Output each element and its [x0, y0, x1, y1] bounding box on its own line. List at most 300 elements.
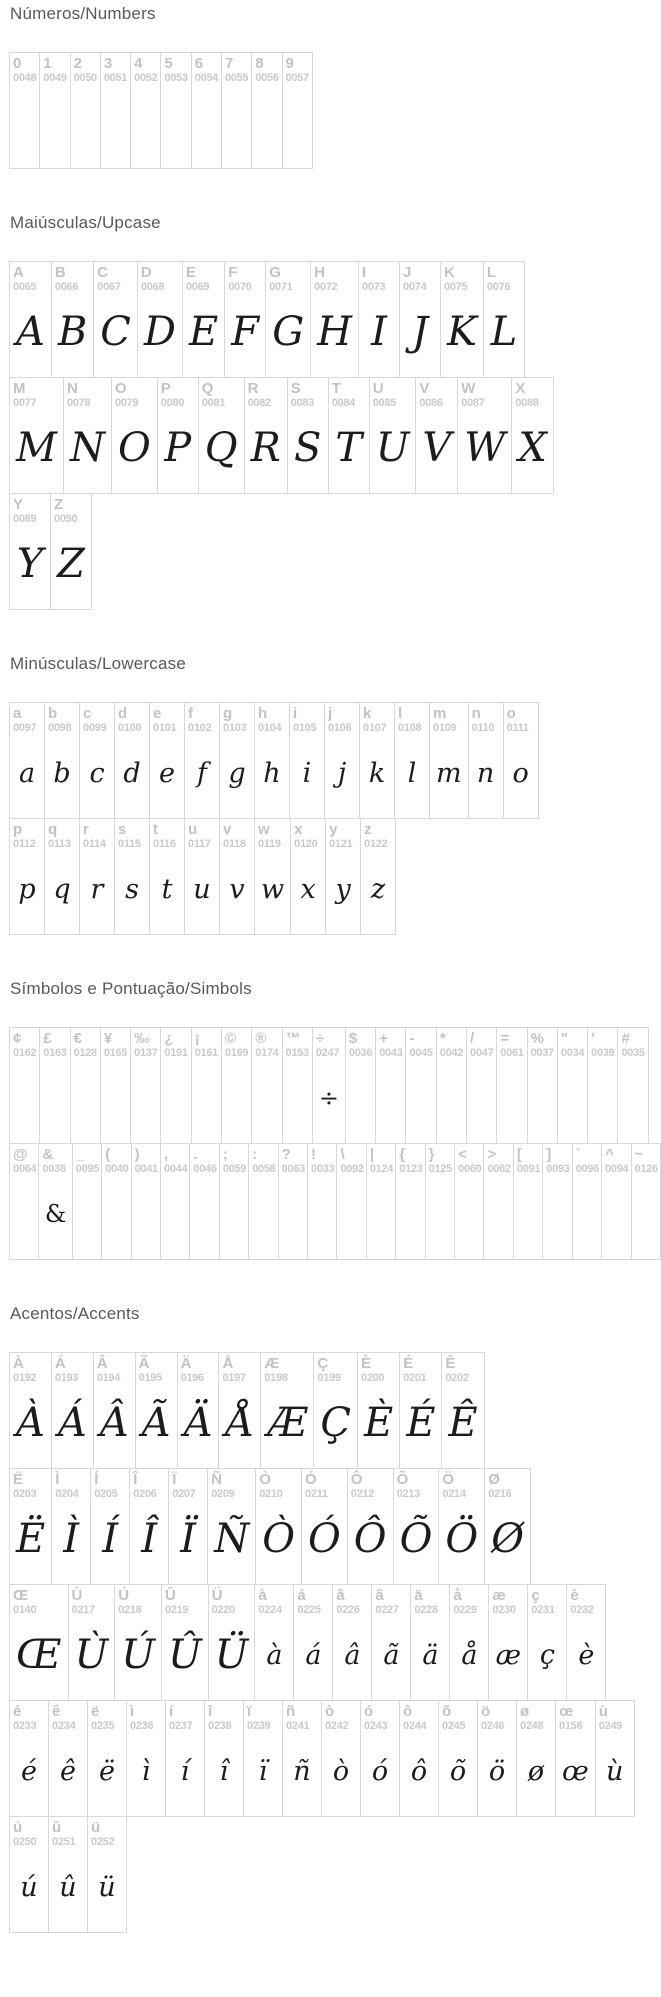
- glyph-code: 0242: [325, 1720, 349, 1732]
- glyph-code: 0116: [153, 838, 176, 850]
- glyph-label: ©: [224, 1030, 237, 1047]
- glyph-preview: [346, 1063, 375, 1143]
- glyph-cell: [63, 377, 112, 494]
- glyph-cell-head: [400, 1701, 438, 1736]
- glyph-cell-head: [45, 819, 79, 854]
- glyph-cell: [516, 1700, 556, 1817]
- glyph-cell-head: [359, 262, 399, 297]
- glyph-preview: [308, 1179, 336, 1259]
- glyph-preview: Ò: [262, 1516, 295, 1562]
- glyph-cell-head: [361, 1701, 399, 1736]
- glyph-cell-head: [219, 1353, 260, 1388]
- glyph-cell-head: [205, 1701, 243, 1736]
- glyph-code: 0210: [259, 1488, 283, 1500]
- glyph-cell: [9, 1816, 49, 1933]
- glyph-preview: [618, 1063, 647, 1143]
- glyph-label: Á: [54, 1355, 66, 1372]
- glyph-code: 0238: [208, 1720, 232, 1732]
- glyph-cell: [208, 1584, 256, 1701]
- glyph-cell: [282, 52, 313, 169]
- glyph-cell: [114, 818, 150, 935]
- glyph-cell: [93, 1352, 136, 1469]
- glyph-preview: [528, 1063, 557, 1143]
- glyph-cell-head: [567, 1585, 605, 1620]
- glyph-code: 0063: [281, 1163, 305, 1175]
- glyph-preview: P: [164, 425, 192, 471]
- glyph-code: 0113: [48, 838, 71, 850]
- glyph-preview: V: [422, 425, 452, 471]
- glyph-cell: [9, 1700, 49, 1817]
- glyph-cell: [503, 702, 539, 819]
- glyph-code: 0153: [285, 1047, 309, 1059]
- glyph-label: [: [516, 1146, 522, 1163]
- glyph-code: 0092: [340, 1163, 364, 1175]
- glyph-code: 0052: [134, 72, 158, 84]
- glyph-code: 0109: [433, 722, 457, 734]
- glyph-cell-head: [400, 1353, 441, 1388]
- glyph-code: 0239: [247, 1720, 271, 1732]
- glyph-cell: [601, 1143, 631, 1260]
- glyph-label: N: [66, 380, 78, 397]
- glyph-preview: b: [53, 757, 71, 789]
- glyph-label: å: [453, 1587, 462, 1604]
- glyph-cell: [70, 1027, 101, 1144]
- glyph-cell-head: [150, 819, 184, 854]
- glyph-label: á: [297, 1587, 306, 1604]
- glyph-cell-head: [130, 1469, 168, 1504]
- glyph-code: 0211: [305, 1488, 328, 1500]
- glyph-label: a: [13, 705, 22, 722]
- glyph-label: ;: [222, 1146, 228, 1163]
- glyph-cell-head: [101, 1028, 130, 1063]
- glyph-cell-head: [166, 1701, 204, 1736]
- glyph-cell-head: [127, 1701, 165, 1736]
- glyph-label: i: [293, 705, 298, 722]
- glyph-row: [9, 1816, 661, 1933]
- glyph-preview: H: [317, 309, 353, 355]
- glyph-code: 0194: [96, 1372, 121, 1384]
- glyph-cell-head: [10, 1028, 39, 1063]
- glyph-preview: n: [476, 757, 495, 789]
- glyph-cell: [219, 702, 255, 819]
- glyph-cell: [79, 702, 115, 819]
- glyph-cell: [477, 1700, 517, 1817]
- glyph-cell-head: [395, 703, 429, 738]
- glyph-code: 0227: [375, 1604, 399, 1616]
- glyph-preview: Ï: [180, 1516, 197, 1562]
- glyph-cell: [79, 818, 115, 935]
- glyph-code: 0216: [488, 1488, 512, 1500]
- glyph-label: Â: [96, 1355, 108, 1372]
- glyph-preview: Z: [57, 541, 85, 587]
- glyph-cell-head: [517, 1701, 555, 1736]
- glyph-label: Ø: [488, 1471, 500, 1488]
- glyph-cell: [130, 52, 161, 169]
- glyph-preview: [249, 1179, 277, 1259]
- glyph-cell: [111, 377, 158, 494]
- glyph-label: ü: [91, 1819, 101, 1836]
- glyph-cell: [126, 1700, 166, 1817]
- glyph-preview: [514, 1179, 542, 1259]
- glyph-code: 0051: [103, 72, 128, 84]
- glyph-label: A: [13, 264, 24, 281]
- glyph-label: Ï: [172, 1471, 177, 1488]
- glyph-label: Ë: [13, 1471, 24, 1488]
- glyph-cell-head: [199, 378, 244, 413]
- glyph-preview: á: [305, 1639, 322, 1671]
- glyph-cell-head: [256, 1469, 301, 1504]
- glyph-cell: [301, 1468, 348, 1585]
- glyph-code: 0128: [73, 1047, 97, 1059]
- glyph-label: Ã: [138, 1355, 150, 1372]
- glyph-code: 0162: [13, 1047, 37, 1059]
- glyph-code: 0118: [223, 838, 246, 850]
- glyph-code: 0207: [172, 1488, 196, 1500]
- glyph-preview: [573, 1179, 601, 1259]
- glyph-cell: [254, 818, 291, 935]
- glyph-code: 0112: [13, 838, 36, 850]
- glyph-preview: [455, 1179, 483, 1259]
- glyph-code: 0213: [396, 1488, 420, 1500]
- glyph-preview: h: [263, 757, 281, 789]
- glyph-label: W: [461, 380, 476, 397]
- glyph-cell-head: [10, 819, 44, 854]
- glyph-row: [9, 1584, 661, 1701]
- glyph-cell: [189, 1143, 219, 1260]
- glyph-cell-head: [618, 1028, 647, 1063]
- glyph-preview: [337, 1179, 365, 1259]
- glyph-label: P: [160, 380, 171, 397]
- glyph-code: 0078: [66, 397, 91, 409]
- glyph-cell: [360, 1700, 400, 1817]
- glyph-preview: [467, 1063, 496, 1143]
- glyph-cell: [93, 261, 138, 378]
- glyph-label: q: [48, 821, 58, 838]
- glyph-label: `: [575, 1146, 581, 1163]
- glyph-preview: ø: [527, 1755, 545, 1787]
- glyph-cell: [218, 1352, 261, 1469]
- glyph-preview: Ø: [491, 1516, 524, 1562]
- glyph-code: 0205: [94, 1488, 118, 1500]
- glyph-preview: Ç: [320, 1400, 351, 1446]
- glyph-cell: [566, 1584, 606, 1701]
- glyph-cell: [149, 702, 185, 819]
- glyph-code: 0233: [13, 1720, 37, 1732]
- glyph-preview: [10, 1179, 38, 1259]
- glyph-preview: J: [412, 309, 429, 355]
- glyph-label: ': [591, 1030, 595, 1047]
- glyph-cell-head: [192, 1028, 221, 1063]
- glyph-cell-head: [40, 53, 69, 88]
- glyph-label: Ö: [442, 1471, 455, 1488]
- glyph-preview: r: [90, 873, 104, 905]
- glyph-cell: [51, 261, 94, 378]
- glyph-code: 0033: [311, 1163, 335, 1175]
- section-upcase: [9, 213, 661, 610]
- glyph-cell: [177, 1352, 220, 1469]
- glyph-cell-head: [394, 1469, 439, 1504]
- glyph-label: í: [169, 1703, 174, 1720]
- glyph-cell-head: [94, 1353, 135, 1388]
- glyph-cell: [137, 261, 183, 378]
- glyph-label: h: [258, 705, 268, 722]
- glyph-preview: Ó: [308, 1516, 341, 1562]
- glyph-code: 0193: [54, 1372, 79, 1384]
- glyph-cell-head: [185, 703, 219, 738]
- glyph-code: 0201: [403, 1372, 427, 1384]
- glyph-cell: [87, 1700, 127, 1817]
- glyph-cell: [9, 493, 51, 610]
- glyph-cell-head: [602, 1144, 630, 1179]
- glyph-cell-head: [10, 378, 63, 413]
- glyph-code: 0061: [500, 1047, 524, 1059]
- glyph-cell: [9, 1143, 39, 1260]
- glyph-code: 0111: [506, 722, 529, 734]
- glyph-label: C: [97, 264, 109, 281]
- glyph-label: 4: [134, 55, 143, 72]
- glyph-code: 0124: [369, 1163, 394, 1175]
- glyph-label: G: [269, 264, 281, 281]
- glyph-cell: [251, 1027, 282, 1144]
- glyph-cell-head: [308, 1144, 336, 1179]
- glyph-cell: [244, 377, 288, 494]
- glyph-cell-head: [161, 1144, 189, 1179]
- glyph-cell-head: [360, 703, 394, 738]
- glyph-row: [9, 1027, 661, 1144]
- glyph-code: 0069: [185, 281, 210, 293]
- glyph-label: É: [403, 1355, 414, 1372]
- glyph-preview: e: [159, 757, 175, 789]
- glyph-cell-head: [283, 53, 312, 88]
- glyph-preview: [222, 1063, 251, 1143]
- glyph-cell-head: [220, 819, 254, 854]
- glyph-cell: [9, 1468, 52, 1585]
- glyph-cell: [135, 1352, 178, 1469]
- glyph-cell: [38, 1143, 72, 1260]
- glyph-preview: S: [293, 425, 322, 471]
- glyph-label: ê: [52, 1703, 61, 1720]
- glyph-preview: R: [250, 425, 281, 471]
- glyph-cell-head: [190, 1144, 218, 1179]
- glyph-cell: [449, 1584, 489, 1701]
- glyph-cell-head: [283, 1028, 312, 1063]
- glyph-label: â: [336, 1587, 345, 1604]
- glyph-cell: [219, 1143, 249, 1260]
- glyph-cell-head: [91, 1469, 129, 1504]
- glyph-cell-head: [333, 1585, 371, 1620]
- glyph-code: 0100: [118, 722, 142, 734]
- glyph-code: 0099: [83, 722, 107, 734]
- glyph-cell: [438, 1700, 478, 1817]
- glyph-code: 0095: [75, 1163, 100, 1175]
- glyph-code: 0200: [361, 1372, 385, 1384]
- glyph-preview: [220, 1179, 248, 1259]
- glyph-code: 0220: [211, 1604, 235, 1616]
- glyph-preview: Ù: [74, 1632, 109, 1678]
- glyph-preview: m: [436, 757, 462, 789]
- glyph-cell: [555, 1700, 596, 1817]
- glyph-code: 0039: [591, 1047, 615, 1059]
- glyph-cell: [375, 1027, 406, 1144]
- glyph-label: ù: [598, 1703, 608, 1720]
- glyph-preview: Æ: [267, 1400, 308, 1446]
- glyph-cell: [312, 1027, 346, 1144]
- section-title: Maiúsculas/Upcase: [10, 213, 161, 232]
- glyph-code: 0214: [442, 1488, 466, 1500]
- glyph-preview: [632, 1179, 660, 1259]
- glyph-preview: Û: [167, 1632, 202, 1678]
- glyph-cell: [454, 1143, 484, 1260]
- glyph-code: 0245: [442, 1720, 466, 1732]
- glyph-preview: Á: [57, 1400, 87, 1446]
- glyph-code: 0067: [97, 281, 121, 293]
- glyph-label: ã: [375, 1587, 384, 1604]
- glyph-cell-head: [325, 703, 359, 738]
- glyph-label: Ô: [350, 1471, 363, 1488]
- glyph-label: ¥: [103, 1030, 113, 1047]
- glyph-cell-head: [64, 378, 111, 413]
- glyph-preview: Ú: [121, 1632, 155, 1678]
- glyph-preview: [40, 88, 69, 168]
- glyph-cell: [221, 52, 252, 169]
- glyph-cell-head: [150, 703, 184, 738]
- glyph-label: Œ: [13, 1587, 28, 1604]
- glyph-cell: [68, 1584, 116, 1701]
- glyph-preview: u: [193, 873, 211, 905]
- glyph-cell-head: [39, 1144, 71, 1179]
- glyph-label: Ê: [445, 1355, 456, 1372]
- glyph-label: m: [433, 705, 447, 722]
- glyph-cell-head: [558, 1028, 587, 1063]
- glyph-label: À: [13, 1355, 24, 1372]
- glyph-label: ÷: [315, 1030, 325, 1047]
- glyph-label: c: [83, 705, 92, 722]
- glyph-cell: [9, 261, 52, 378]
- glyph-preview: ü: [98, 1871, 116, 1903]
- glyph-cell-head: [10, 703, 44, 738]
- glyph-label: M: [13, 380, 26, 397]
- glyph-cell-head: [302, 1469, 347, 1504]
- glyph-label: ï: [247, 1703, 252, 1720]
- glyph-row: [9, 1352, 661, 1469]
- glyph-preview: U: [375, 425, 410, 471]
- glyph-label: J: [403, 264, 412, 281]
- glyph-cell: [369, 377, 417, 494]
- glyph-label: @: [13, 1146, 28, 1163]
- glyph-label: R: [247, 380, 259, 397]
- glyph-preview: æ: [495, 1639, 522, 1671]
- glyph-preview: [131, 88, 160, 168]
- glyph-code: 0252: [91, 1836, 115, 1848]
- glyph-cell: [410, 1584, 450, 1701]
- glyph-cell: [9, 702, 45, 819]
- glyph-preview: í: [180, 1755, 190, 1787]
- glyph-code: 0243: [364, 1720, 388, 1732]
- glyph-cell-head: [178, 1353, 219, 1388]
- glyph-preview: c: [89, 757, 105, 789]
- glyph-preview: œ: [562, 1755, 589, 1787]
- glyph-cell-head: [222, 53, 251, 88]
- glyph-label: 0: [13, 55, 22, 72]
- glyph-code: 0225: [297, 1604, 321, 1616]
- glyph-code: 0115: [118, 838, 141, 850]
- glyph-code: 0048: [13, 72, 37, 84]
- glyph-cell-head: [88, 1701, 126, 1736]
- glyph-code: 0075: [444, 281, 468, 293]
- glyph-cell-head: [10, 1469, 51, 1504]
- glyph-label: _: [75, 1146, 85, 1163]
- glyph-label: O: [114, 380, 127, 397]
- glyph-preview: a: [18, 757, 36, 789]
- glyph-preview: v: [229, 873, 245, 905]
- glyph-label: Q: [201, 380, 214, 397]
- glyph-label: Ú: [118, 1587, 130, 1604]
- glyph-cell: [429, 702, 469, 819]
- glyph-cell-head: [288, 378, 328, 413]
- glyph-code: 0097: [13, 722, 37, 734]
- glyph-code: 0071: [269, 281, 293, 293]
- glyph-label: ^: [605, 1146, 614, 1163]
- glyph-preview: p: [18, 873, 36, 905]
- glyph-preview: t: [161, 873, 173, 905]
- glyph-code: 0209: [211, 1488, 235, 1500]
- glyph-cell-head: [283, 1701, 321, 1736]
- glyph-label: ¿: [164, 1030, 174, 1047]
- glyph-cell-head: [10, 494, 50, 529]
- glyph-preview: N: [69, 425, 105, 471]
- glyph-code: 0218: [118, 1604, 142, 1616]
- glyph-preview: A: [16, 309, 45, 355]
- glyph-label: -: [409, 1030, 415, 1047]
- glyph-cell-head: [88, 1817, 126, 1852]
- glyph-label: à: [258, 1587, 267, 1604]
- glyph-preview: z: [371, 873, 386, 905]
- glyph-preview: O: [117, 425, 151, 471]
- glyph-code: 0236: [130, 1720, 154, 1732]
- glyph-cell-head: [51, 494, 91, 529]
- glyph-code: 0060: [458, 1163, 482, 1175]
- glyph-preview: B: [57, 309, 88, 355]
- glyph-label: #: [621, 1030, 630, 1047]
- glyph-label: =: [500, 1030, 510, 1047]
- glyph-preview: Y: [16, 541, 44, 587]
- glyph-label: ¡: [194, 1030, 200, 1047]
- glyph-preview: j: [337, 757, 347, 789]
- glyph-code: 0101: [153, 722, 177, 734]
- glyph-cell: [255, 1468, 302, 1585]
- glyph-label: z: [364, 821, 372, 838]
- glyph-cell: [328, 377, 370, 494]
- glyph-cell: [425, 1143, 455, 1260]
- glyph-preview: È: [364, 1400, 394, 1446]
- glyph-code: 0126: [634, 1163, 658, 1175]
- glyph-preview: Ä: [183, 1400, 213, 1446]
- glyph-cell-head: [138, 262, 182, 297]
- glyph-cell: [260, 1352, 314, 1469]
- glyph-label: u: [188, 821, 198, 838]
- glyph-preview: Ê: [448, 1400, 478, 1446]
- glyph-cell: [161, 1584, 209, 1701]
- glyph-cell: [87, 1816, 127, 1933]
- glyph-preview: [283, 88, 312, 168]
- glyph-code: 0191: [164, 1047, 188, 1059]
- glyph-code: 0041: [134, 1163, 158, 1175]
- glyph-preview: [101, 88, 130, 168]
- sections: [9, 4, 661, 1933]
- glyph-code: 0224: [258, 1604, 282, 1616]
- glyph-code: 0117: [188, 838, 211, 850]
- glyph-label: F: [228, 264, 238, 281]
